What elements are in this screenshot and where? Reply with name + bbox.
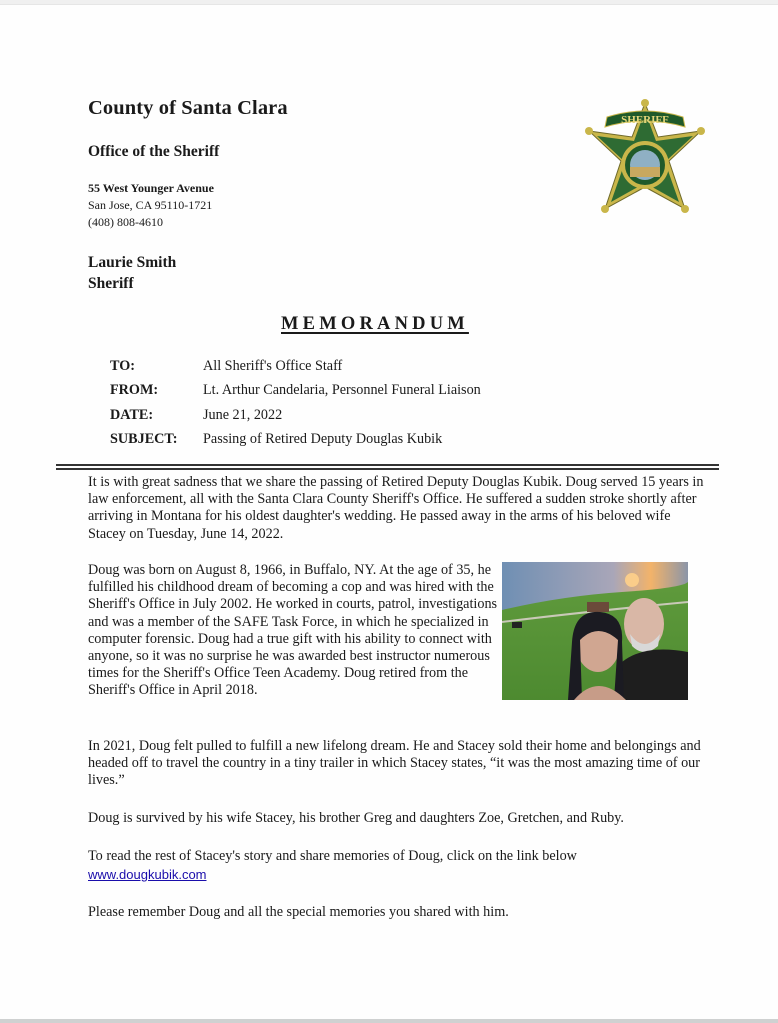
header-divider-secondary: [56, 468, 719, 470]
sheriff-badge-icon: [572, 95, 718, 231]
paragraph-biography: Doug was born on August 8, 1966, in Buffalo, NY. At the age of 35, he fulfilled his childhood dream of becoming a cop and was hired with the Sheriff's Office in July 2002. He worked in courts, patrol, investigations and was a member of the SAFE Task Force, in which he specialized in computer forensic. Doug had a true gift with his ability to connect with anyone, so it was no surprise he was awarded best instructor numerous times for the Sheriff's Office Teen Academy. Doug retired from the Sheriff's Office in April 2018.: [88, 562, 498, 699]
memo-header: [110, 354, 481, 452]
sheriff-name: Laurie Smith: [88, 254, 177, 271]
memorial-website-link[interactable]: www.dougkubik.com: [88, 867, 207, 883]
address-street: 55 West Younger Avenue: [88, 181, 214, 195]
office-title: Office of the Sheriff: [88, 143, 220, 160]
sheriff-signature-block: [88, 252, 176, 294]
link-intro-text: To read the rest of Stacey's story and share memories of Doug, click on the link below: [88, 848, 577, 864]
badge-banner-text: SHERIFF: [621, 114, 669, 126]
subject-label: SUBJECT:: [110, 431, 178, 448]
memo-subject-row: [110, 428, 481, 453]
from-label: FROM:: [110, 382, 159, 399]
top-edge: [0, 0, 778, 5]
couple-photo: [502, 562, 688, 700]
memo-from-row: [110, 379, 481, 404]
memo-title: MEMORANDUM: [281, 314, 469, 334]
bottom-edge: [0, 1019, 778, 1023]
date-label: DATE:: [110, 406, 154, 423]
to-label: TO:: [110, 357, 135, 374]
paragraph-link-intro: [88, 848, 708, 884]
from-value: Lt. Arthur Candelaria, Personnel Funeral Liaison: [203, 382, 481, 399]
header-divider: [56, 464, 719, 466]
address-block: [88, 180, 214, 231]
subject-value: Passing of Retired Deputy Douglas Kubik: [203, 431, 443, 448]
phone-number: (408) 808-4610: [88, 215, 163, 229]
paragraph-announcement: It is with great sadness that we share the passing of Retired Deputy Douglas Kubik. Doug served 15 years in law enforcement, all with the Santa Clara County Sheriff's Office. He suffered a sudden stroke shortly after arriving in Montana for his oldest daughter's wedding. He passed away in the arms of his beloved wife Stacey on Tuesday, June 14, 2022.: [88, 474, 704, 542]
paragraph-survivors: Doug is survived by his wife Stacey, his brother Greg and daughters Zoe, Gretchen, and Ruby.: [88, 810, 624, 826]
paragraph-travel: In 2021, Doug felt pulled to fulfill a new lifelong dream. He and Stacey sold their home and belongings and headed off to travel the country in a tiny trailer in which Stacey states, “it was the most amazing time of our lives.”: [88, 738, 701, 789]
to-value: All Sheriff's Office Staff: [203, 357, 343, 374]
memo-to-row: [110, 354, 481, 379]
memo-date-row: [110, 403, 481, 428]
date-value: June 21, 2022: [203, 406, 283, 423]
sheriff-title: Sheriff: [88, 275, 134, 292]
paragraph-closing: Please remember Doug and all the special memories you shared with him.: [88, 904, 509, 920]
address-city: San Jose, CA 95110-1721: [88, 198, 213, 212]
county-title: County of Santa Clara: [88, 97, 288, 119]
